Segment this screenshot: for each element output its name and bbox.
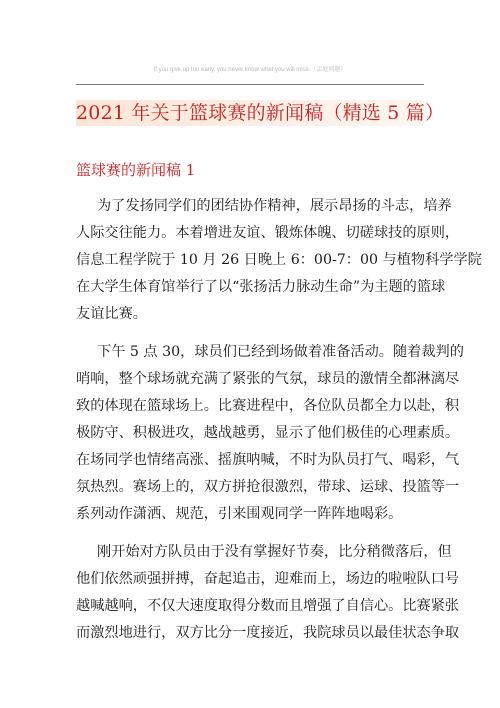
paragraph-3-line-2: 他们依然顽强拼搏，奋起追击，迎难而上，场边的啦啦队口号 (76, 571, 460, 587)
paragraph-3-line-3: 越喊越响，不仅大速度取得分数而且增强了自信心。比赛紧张 (76, 598, 460, 614)
paragraph-2-line-7: 系列动作潇洒、规范，引来围观同学一阵阵地喝彩。 (76, 506, 403, 522)
paragraph-2-line-6: 氛热烈。赛场上的，双方拼抢很激烈，带球、运球、投篮等一 (76, 479, 460, 495)
document-title: 2021 年关于篮球赛的新闻稿（精选 5 篇） (76, 102, 445, 124)
paragraph-1-line-4: 在大学生体育馆举行了以“张扬活力脉动生命”为主题的篮球 (76, 279, 446, 295)
paragraph-2-line-4: 极防守、积极进攻，越战越勇，显示了他们极佳的心理素质。 (76, 425, 460, 441)
paragraph-2-line-1: 下午 5 点 30，球员们已经到场做着准备活动。随着裁判的 (97, 344, 464, 360)
header-tagline: If you give up too early, you never know what you will miss.（孟庭问题） (153, 67, 347, 73)
header-divider (76, 84, 424, 85)
paragraph-2-line-3: 致的体现在篮球场上。比赛进程中，各位队员都全力以赴，积 (76, 398, 460, 414)
paragraph-1-line-2: 人际交往能力。本着增进友谊、锻炼体魄、切磋球技的原则， (76, 225, 460, 241)
paragraph-1-line-1: 为了发扬同学们的团结协作精神，展示昂扬的斗志，培养 (97, 198, 452, 214)
section-heading: 篮球赛的新闻稿 1 (76, 161, 196, 179)
paragraph-3-line-1: 刚开始对方队员由于没有掌握好节奏，比分稍微落后，但 (97, 544, 452, 560)
paragraph-2-line-2: 哨响，整个球场就充满了紧张的气氛，球员的激情全都淋漓尽 (76, 371, 460, 387)
paragraph-1-line-5: 友谊比赛。 (76, 306, 147, 322)
paragraph-3-line-4: 而激烈地进行，双方比分一度接近，我院球员以最佳状态争取 (76, 625, 460, 641)
paragraph-2-line-5: 在场同学也情绪高涨、摇旗呐喊，不时为队员打气、喝彩，气 (76, 452, 460, 468)
paragraph-1-line-3: 信息工程学院于 10 月 26 日晚上 6：00-7：00 与植物科学学院 (76, 252, 482, 268)
